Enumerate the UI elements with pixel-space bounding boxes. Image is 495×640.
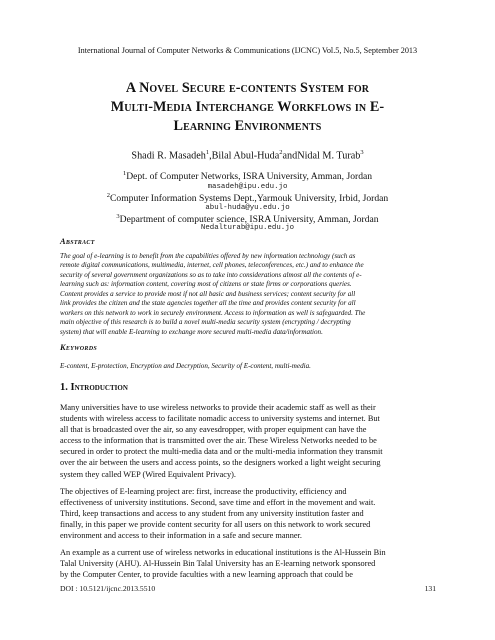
paper-title xyxy=(40,79,455,136)
abstract-line: security of several government organizations so as to take into considerations almost all the contents of e- xyxy=(60,270,362,279)
abstract-line: system) that will enable E-learning to exchange more secured multi-media data/information. xyxy=(60,327,323,336)
affiliation-2 xyxy=(0,192,495,204)
abstract-line: remote digital communications, multimedia, internet, cell phones, teleconferences, etc.) and to enhance the xyxy=(60,261,364,270)
author-email[interactable]: abul-huda@yu.edu.jo xyxy=(205,204,290,212)
paragraph-line: secured in order to protect the multi-media data and or the multi-media information they transmit xyxy=(60,447,383,457)
affiliation-mark: 2 xyxy=(279,149,283,156)
paragraph-line: The objectives of E-learning project are: first, increase the productivity, efficiency and xyxy=(60,487,347,496)
abstract-body xyxy=(60,252,432,337)
abstract-line: Content provides a service to provide most if not all basic and business services; content security for all xyxy=(60,289,356,298)
author-email[interactable]: Nedalturab@ipu.edu.jo xyxy=(200,224,295,232)
author-name: andNidal M. Turab xyxy=(282,150,361,162)
abstract-line: link provides the citizen and the state agencies together all the time and provides content security for all xyxy=(60,299,356,308)
author-list xyxy=(0,149,495,161)
body-paragraph xyxy=(60,547,436,580)
body-paragraph xyxy=(60,402,436,480)
abstract-line: learning such as: information content, covering most of citizens or state firms or corporations queries. xyxy=(60,280,352,289)
title-line: Multi-Media Interchange Workflows in E- xyxy=(110,99,385,115)
affiliation-mark: 2 xyxy=(106,192,111,199)
author-name: Shadi R. Masadeh xyxy=(131,150,206,162)
paragraph-line: access to the information that is transmitted over the air. These Wireless Networks needed to be xyxy=(60,436,377,446)
paragraph-line: system they called WEP (Wired Equivalent Privacy). xyxy=(60,469,236,479)
keywords-text: E-content, E-protection, Encryption and Decryption, Security of E-content, multi-media. xyxy=(60,362,311,370)
affiliation-mark: 1 xyxy=(122,170,127,177)
abstract-line: main objective of this research is to build a novel multi-media security system (encrypting / decrypting xyxy=(60,318,351,327)
paragraph-line: students with wireless access to facilitate nomadic access to university systems and internet. But xyxy=(60,414,380,424)
page-number: 131 xyxy=(424,584,436,593)
affiliation-mark: 1 xyxy=(205,149,210,156)
body-paragraph xyxy=(60,486,436,541)
affiliation-text: Department of computer science, ISRA University, Amman, Jordan xyxy=(119,214,379,226)
abstract-line: The goal of e-learning is to benefit from the capabilities offered by new information technology (such as xyxy=(60,252,356,260)
affiliation-mark: 3 xyxy=(360,149,364,156)
keywords-heading: Keywords xyxy=(60,343,97,352)
paragraph-line: Talal University (AHU). Al-Hussein Bin Talal University has an E-learning network sponsored xyxy=(60,559,376,569)
paragraph-line: Many universities have to use wireless networks to provide their academic staff as well as their xyxy=(60,403,376,412)
paragraph-line: by the Computer Center, to provide faculties with a new learning approach that could be xyxy=(60,570,353,580)
paragraph-line: effectiveness of university institutions. Second, save time and effort in the movement and wait. xyxy=(60,498,376,508)
affiliation-text: Computer Information Systems Dept.,Yarmouk University, Irbid, Jordan xyxy=(110,193,389,205)
author-name: ,Bilal Abul-Huda xyxy=(209,150,280,162)
author-email[interactable]: masadeh@ipu.edu.jo xyxy=(207,183,288,191)
title-line: A Novel Secure e-contents System for xyxy=(125,80,370,96)
affiliation-text: Dept. of Computer Networks, ISRA University, Amman, Jordan xyxy=(126,171,373,183)
paragraph-line: Third, keep transactions and access to any student from any university institution faster and xyxy=(60,509,364,519)
affiliation-mark: 3 xyxy=(116,213,120,220)
paragraph-line: An example as a current use of wireless networks in educational institutions is the Al-Hussein Bin xyxy=(60,548,386,557)
doi-footer: DOI : 10.5121/ijcnc.2013.5510 xyxy=(60,584,156,593)
abstract-heading: Abstract xyxy=(60,237,95,246)
section-heading-introduction: 1. Introduction xyxy=(60,382,128,393)
paragraph-line: environment and access to their information in a safe and secure manner. xyxy=(60,531,302,541)
affiliation-1 xyxy=(0,170,495,182)
abstract-line: workers on this network to work in securely environment. Access to information as well is safeguarded. The xyxy=(60,308,366,317)
journal-running-header: International Journal of Computer Networks & Communications (IJCNC) Vol.5, No.5, September 2013 xyxy=(77,46,418,55)
paragraph-line: all that is broadcasted over the air, so any eavesdropper, with proper equipment can have the xyxy=(60,425,367,435)
paragraph-line: over the air between the users and access points, so the designers worked a light weight securing xyxy=(60,458,381,468)
title-line: Learning Environments xyxy=(173,118,322,134)
paragraph-line: finally, in this paper we provide content security for all users on this network to work secured xyxy=(60,520,371,530)
